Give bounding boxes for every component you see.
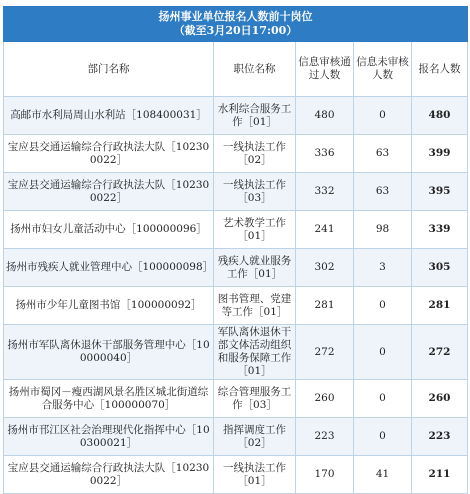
cell-passed: 336	[296, 135, 354, 173]
cell-total: 223	[412, 418, 468, 456]
table-row	[4, 211, 468, 249]
cell-passed: 480	[296, 97, 354, 135]
cell-total: 305	[412, 249, 468, 287]
cell-unreviewed: 98	[354, 211, 412, 249]
cell-dept: 扬州市少年儿童图书馆［100000092］	[4, 287, 214, 325]
table-row	[4, 97, 468, 135]
cell-total: 260	[412, 380, 468, 418]
cell-passed: 332	[296, 173, 354, 211]
cell-dept: 扬州市残疾人就业管理中心［100000098］	[4, 249, 214, 287]
cell-unreviewed: 0	[354, 380, 412, 418]
header-unreviewed: 信息未审核人数	[354, 42, 412, 97]
cell-position: 图书管理、党建等工作［01］	[214, 287, 296, 325]
table-row	[4, 456, 468, 494]
header-passed: 信息审核通过人数	[296, 42, 354, 97]
cell-dept: 宝应县交通运输综合行政执法大队［102300022］	[4, 173, 214, 211]
table-header-row	[4, 42, 468, 97]
cell-passed: 260	[296, 380, 354, 418]
ranking-table-container	[3, 6, 467, 494]
cell-unreviewed: 63	[354, 173, 412, 211]
cell-unreviewed: 41	[354, 456, 412, 494]
table-row	[4, 249, 468, 287]
cell-unreviewed: 0	[354, 418, 412, 456]
cell-total: 272	[412, 325, 468, 380]
header-total: 报名人数	[412, 42, 468, 97]
ranking-table	[3, 6, 468, 494]
cell-passed: 223	[296, 418, 354, 456]
table-row	[4, 287, 468, 325]
cell-position: 残疾人就业服务工作［01］	[214, 249, 296, 287]
header-position: 职位名称	[214, 42, 296, 97]
table-title-row	[4, 7, 468, 42]
cell-unreviewed: 0	[354, 325, 412, 380]
cell-position: 指挥调度工作［02］	[214, 418, 296, 456]
cell-total: 395	[412, 173, 468, 211]
cell-unreviewed: 0	[354, 287, 412, 325]
cell-dept: 扬州市蜀冈－瘦西湖风景名胜区城北街道综合服务中心［100000070］	[4, 380, 214, 418]
cell-passed: 302	[296, 249, 354, 287]
cell-position: 军队离休退休干部文体活动组织和服务保障工作［01］	[214, 325, 296, 380]
cell-passed: 281	[296, 287, 354, 325]
cell-total: 339	[412, 211, 468, 249]
table-row	[4, 173, 468, 211]
table-row	[4, 418, 468, 456]
header-dept: 部门名称	[4, 42, 214, 97]
cell-unreviewed: 0	[354, 97, 412, 135]
cell-passed: 272	[296, 325, 354, 380]
table-row	[4, 325, 468, 380]
cell-total: 399	[412, 135, 468, 173]
cell-dept: 扬州市妇女儿童活动中心［100000096］	[4, 211, 214, 249]
cell-passed: 170	[296, 456, 354, 494]
cell-total: 281	[412, 287, 468, 325]
cell-position: 一线执法工作［02］	[214, 135, 296, 173]
cell-unreviewed: 63	[354, 135, 412, 173]
table-title-main: 扬州事业单位报名人数前十岗位	[158, 10, 313, 23]
cell-position: 水利综合服务工作［01］	[214, 97, 296, 135]
cell-position: 艺术教学工作［01］	[214, 211, 296, 249]
cell-dept: 宝应县交通运输综合行政执法大队［102300022］	[4, 135, 214, 173]
cell-passed: 241	[296, 211, 354, 249]
table-row	[4, 135, 468, 173]
cell-total: 480	[412, 97, 468, 135]
table-title	[4, 7, 468, 42]
cell-dept: 高邮市水利局周山水利站［108400031］	[4, 97, 214, 135]
cell-position: 一线执法工作［01］	[214, 456, 296, 494]
table-row	[4, 380, 468, 418]
cell-position: 综合管理服务工作［03］	[214, 380, 296, 418]
cell-position: 一线执法工作［03］	[214, 173, 296, 211]
cell-dept: 扬州市邗江区社会治理现代化指挥中心［100300021］	[4, 418, 214, 456]
cell-unreviewed: 3	[354, 249, 412, 287]
cell-total: 211	[412, 456, 468, 494]
cell-dept: 扬州市军队离休退休干部服务管理中心［100000040］	[4, 325, 214, 380]
table-title-sub: （截至3月20日17:00）	[173, 24, 298, 37]
cell-dept: 宝应县交通运输综合行政执法大队［102300022］	[4, 456, 214, 494]
